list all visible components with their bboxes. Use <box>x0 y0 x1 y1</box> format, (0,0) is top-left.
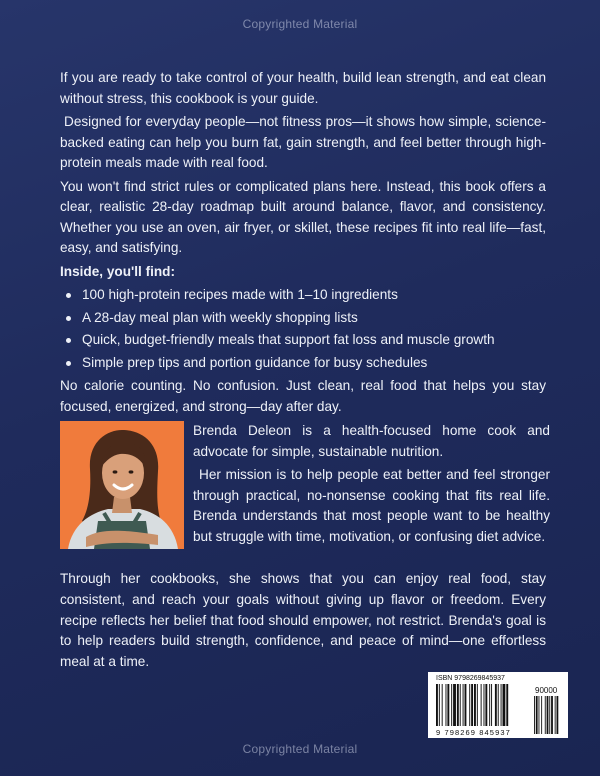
barcode-digits: 9 798269 845937 <box>436 728 511 737</box>
bullet-icon <box>66 361 71 366</box>
author-bio <box>193 421 550 550</box>
isbn-label: ISBN 9798269845937 <box>436 675 505 682</box>
intro-paragraph: Designed for everyday people—not fitness pros—it shows how simple, science-backed eating can help you burn fat, gain strength, and feel better through high-protein meals made with real food. <box>60 114 546 170</box>
list-item: 100 high-protein recipes made with 1–10 ingredients <box>60 285 546 306</box>
inside-heading: Inside, you'll find: <box>60 263 176 279</box>
intro-paragraph: You won't find strict rules or complicated plans here. Instead, this book offers a clear, realistic 28-day roadmap built around balance, flavor, and consistency. Whether you use an oven, air fryer, or skillet, these recipes fit into real life—fast, easy, and satisfying. <box>60 178 546 255</box>
price-code: 90000 <box>535 686 558 695</box>
list-item: A 28-day meal plan with weekly shopping lists <box>60 308 546 329</box>
isbn-barcode <box>428 672 568 738</box>
watermark-bottom: Copyrighted Material <box>242 742 358 756</box>
bio-paragraph: Her mission is to help people eat better and feel stronger through practical, no-nonsense cooking that fits real life. Brenda understands that most people want to be healthy but struggle with time, motivation, or confusing diet advice. <box>193 467 550 544</box>
intro-paragraph: If you are ready to take control of your health, build lean strength, and eat clean without stress, this cookbook is your guide. <box>60 70 546 106</box>
summary-paragraph: No calorie counting. No confusion. Just clean, real food that helps you stay focused, energized, and strong—day after day. <box>60 378 546 414</box>
author-section <box>60 421 550 549</box>
bio-paragraph: Brenda Deleon is a health-focused home cook and advocate for simple, sustainable nutrition. <box>193 423 550 459</box>
bullet-icon <box>66 316 71 321</box>
watermark-top: Copyrighted Material <box>242 17 358 31</box>
description-section <box>60 68 546 420</box>
closing-paragraph: Through her cookbooks, she shows that you can enjoy real food, stay consistent, and reach your goals without giving up flavor or freedom. Every recipe reflects her belief that food should empower, not restrict. Brenda's goal is to help readers build strength, confidence, and peace of mind—one effortless meal at a time. <box>60 571 546 670</box>
bullet-icon <box>66 338 71 343</box>
feature-list <box>60 285 546 373</box>
author-photo <box>60 421 184 549</box>
list-item: Simple prep tips and portion guidance for busy schedules <box>60 353 546 374</box>
bullet-icon <box>66 293 71 298</box>
list-item: Quick, budget-friendly meals that support fat loss and muscle growth <box>60 330 546 351</box>
